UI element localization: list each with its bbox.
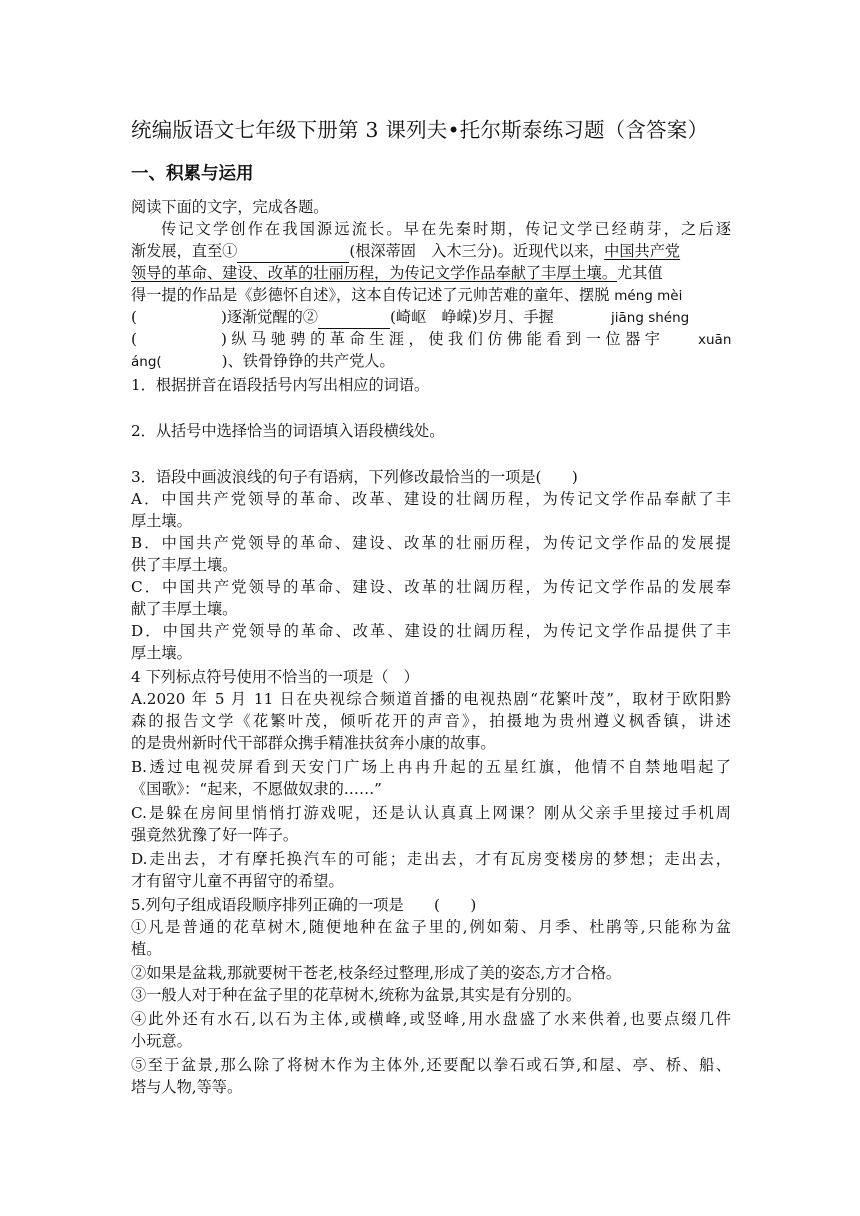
q5-sentence-1-cont: 植。 — [131, 940, 162, 958]
passage-text: 尤其值 — [617, 264, 663, 282]
q4-option-a-cont: 的是贵州新时代干部群众携手精准扶贫奔小康的故事。 — [131, 734, 496, 752]
question-5: 5.列句子组成语段顺序排列正确的一项是 ( ) — [131, 896, 477, 914]
pinyin-jiang-sheng — [611, 306, 689, 328]
passage-text: 得一提的作品是《彭德怀自述》，这本自传记述了元帅苦难的童年、摆脱 — [131, 286, 615, 304]
q3-option-c[interactable]: C．中国共产党领导的革命、建设、改革的壮阔历程，为传记文学作品的发展奉 — [131, 578, 731, 596]
q5-sentence-5-cont: 塔与人物,等等。 — [131, 1078, 243, 1096]
passage-text: (崎岖 峥嵘)岁月、手握 — [390, 308, 554, 326]
passage-line-2 — [131, 240, 680, 262]
pinyin-meng-mei: méng mèi — [614, 288, 683, 304]
question-1: 1．根据拼音在语段括号内写出相应的词语。 — [131, 376, 430, 394]
wavy-sentence-start: 中国共产党 — [604, 242, 681, 260]
q4-option-b[interactable]: B.透过电视荧屏看到天安门广场上冉冉升起的五星红旗，他情不自禁地唱起了 — [131, 758, 731, 776]
passage-line-6 — [131, 328, 665, 350]
q3-option-b-cont: 供了丰厚土壤。 — [131, 556, 238, 574]
q4-option-d[interactable]: D.走出去，才有摩托换汽车的可能；走出去，才有瓦房变楼房的梦想；走出去， — [131, 850, 731, 868]
passage-text: )逐渐觉醒的② — [220, 308, 318, 326]
q4-option-a-cont: 森的报告文学《花繁叶茂，倾听花开的声音》，拍摄地为贵州遵义枫香镇，讲述 — [131, 712, 731, 730]
q3-option-d-cont: 厚土壤。 — [131, 644, 192, 662]
q4-option-b-cont: 《国歌》：“起来，不愿做奴隶的……” — [131, 780, 382, 798]
q5-sentence-3: ③一般人对于种在盆子里的花草树木,统称为盆景,其实是有分别的。 — [131, 986, 582, 1004]
pinyin-text: jiāng shéng — [611, 310, 690, 326]
q3-option-a[interactable]: A．中国共产党领导的革命、改革、建设的壮阔历程，为传记文学作品奉献了丰 — [131, 490, 731, 508]
q5-sentence-4: ④此外还有水石,以石为主体,或横峰,或竖峰,用水盘盛了水来供着,也要点缀几件 — [131, 1010, 731, 1028]
blank-1[interactable] — [237, 240, 349, 263]
q3-option-d[interactable]: D．中国共产党领导的革命、改革、建设的壮阔历程，为传记文学作品提供了丰 — [131, 622, 731, 640]
q4-option-d-cont: 才有留守儿童不再留守的希望。 — [131, 872, 344, 890]
passage-line-4 — [131, 284, 682, 306]
passage-intro: 阅读下面的文字，完成各题。 — [131, 198, 329, 216]
passage-text: ( — [131, 330, 137, 348]
passage-line-7 — [131, 350, 395, 372]
passage-line-1: 传记文学创作在我国源远流长。早在先秦时期，传记文学已经萌芽，之后逐 — [161, 220, 731, 238]
q4-option-c[interactable]: C.是躲在房间里悄悄打游戏呢，还是认认真真上网课？刚从父亲手里接过手机周 — [131, 804, 731, 822]
passage-text: (根深蒂固 入木三分)。近现代以来， — [349, 242, 605, 260]
blank-2[interactable] — [318, 306, 390, 329]
question-4: 4 下列标点符号使用不恰当的一项是（ ） — [131, 668, 419, 686]
question-2: 2．从括号中选择恰当的词语填入语段横线处。 — [131, 422, 445, 440]
pinyin-ang: áng( — [131, 354, 162, 370]
section-heading: 一、积累与运用 — [131, 164, 254, 184]
passage-line-3 — [131, 262, 663, 284]
passage-text: )纵马驰骋的革命生涯，使我们仿佛能看到一位器宇 — [220, 330, 665, 348]
q3-option-c-cont: 献了丰厚土壤。 — [131, 600, 238, 618]
wavy-sentence: 领导的革命、建设、改革的壮丽历程，为传记文学作品奉献了丰厚土壤。 — [131, 264, 617, 282]
passage-text: 渐发展，直至① — [131, 242, 238, 260]
pinyin-xuan — [698, 328, 731, 350]
q4-option-a[interactable]: A.2020 年 5 月 11 日在央视综合频道首播的电视热剧“花繁叶茂”，取材于欧阳黔 — [131, 690, 731, 708]
q4-option-c-cont: 强竟然犹豫了好一阵子。 — [131, 826, 299, 844]
passage-text: ( — [131, 308, 137, 326]
document-title: 统编版语文七年级下册第 3 课列夫•托尔斯泰练习题（含答案） — [131, 118, 709, 142]
q3-option-b[interactable]: B．中国共产党领导的革命、建设、改革的壮丽历程，为传记文学作品的发展提 — [131, 534, 731, 552]
q5-sentence-1: ①凡是普通的花草树木,随便地种在盆子里的,例如菊、月季、杜鹃等,只能称为盆 — [131, 918, 731, 936]
q5-sentence-5: ⑤至于盆景,那么除了将树木作为主体外,还要配以拳石或石笋,和屋、亭、桥、船、 — [131, 1056, 731, 1074]
q5-sentence-2: ②如果是盆栽,那就要树干苍老,枝条经过整理,形成了美的姿态,方才合格。 — [131, 964, 622, 982]
q3-option-a-cont: 厚土壤。 — [131, 512, 192, 530]
passage-text: )、铁骨铮铮的共产党人。 — [221, 352, 395, 370]
pinyin-text: xuān — [698, 332, 732, 348]
passage-line-5 — [131, 306, 554, 328]
q5-sentence-4-cont: 小玩意。 — [131, 1032, 192, 1050]
question-3: 3．语段中画波浪线的句子有语病，下列修改最恰当的一项是( ) — [131, 468, 578, 486]
